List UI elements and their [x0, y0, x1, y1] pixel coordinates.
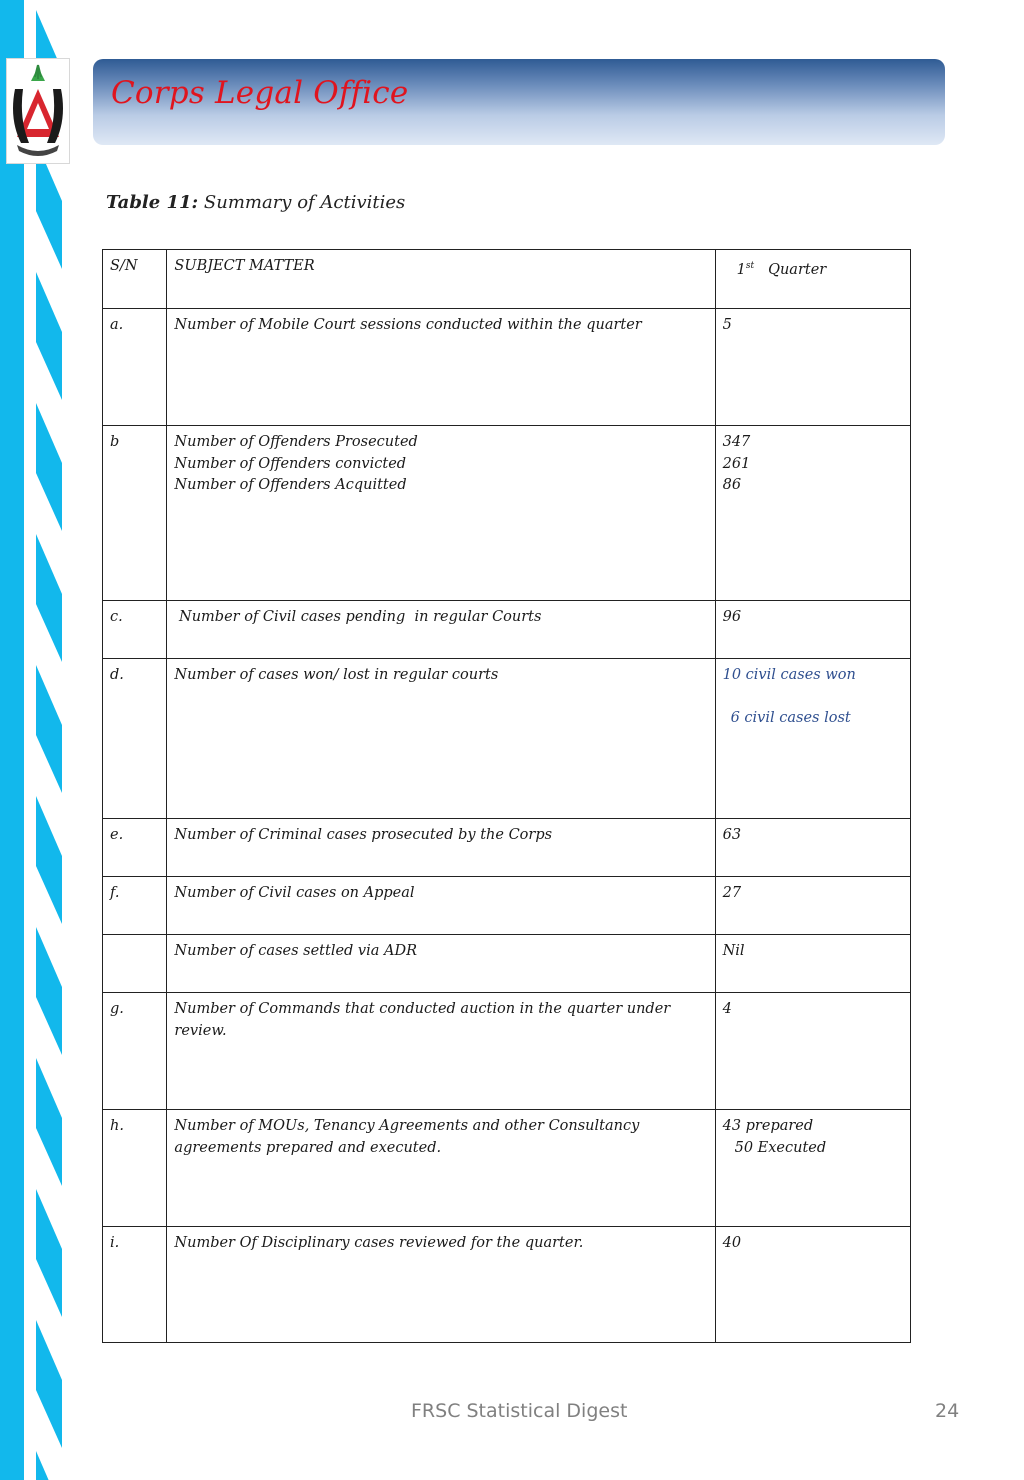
row-sn: h.	[103, 1110, 167, 1227]
table-caption-lead: Table 11:	[106, 192, 199, 213]
table-row	[103, 993, 911, 1110]
row-value	[715, 1110, 910, 1227]
row-subject: Number of Civil cases on Appeal	[167, 877, 715, 935]
row-subject-line: Number of Offenders Prosecuted	[174, 434, 418, 450]
frsc-logo	[6, 58, 70, 164]
row-sn: d.	[103, 659, 167, 819]
row-value: 40	[715, 1227, 910, 1343]
row-subject: Number of Commands that conducted auction in the quarter under review.	[167, 993, 715, 1110]
row-subject: Number of MOUs, Tenancy Agreements and other Consultancy agreements prepared and executed.	[167, 1110, 715, 1227]
row-value: 96	[715, 601, 910, 659]
row-subject-line: Number of Offenders Acquitted	[174, 477, 407, 493]
stripe-chevron	[36, 665, 62, 793]
header-quarter-sup: st	[745, 261, 755, 271]
stripe-chevron	[36, 1451, 62, 1480]
row-subject-line: Number of Offenders convicted	[174, 455, 407, 472]
row-sn: g.	[103, 993, 167, 1110]
page-number: 24	[935, 1400, 960, 1422]
stripe-chevron	[36, 1320, 62, 1448]
header-subject: SUBJECT MATTER	[167, 250, 715, 309]
row-sn	[103, 935, 167, 993]
row-subject: Number of Civil cases pending in regular Courts	[167, 601, 715, 659]
row-subject: Number of cases won/ lost in regular courts	[167, 659, 715, 819]
stripe-chevron	[36, 796, 62, 924]
table-row	[103, 819, 911, 877]
row-value-line: 43 prepared	[722, 1118, 814, 1134]
row-value-line: 50 Executed	[734, 1139, 827, 1156]
header-quarter-num: 1	[736, 262, 746, 278]
row-value: 5	[715, 309, 910, 426]
table-row	[103, 309, 911, 426]
row-value	[715, 659, 910, 819]
stripe-chevron	[36, 403, 62, 531]
row-sn: b	[103, 426, 167, 601]
table-row	[103, 935, 911, 993]
row-value: 4	[715, 993, 910, 1110]
summary-table	[102, 249, 911, 1343]
table-row	[103, 601, 911, 659]
stripe-chevron	[36, 534, 62, 662]
row-sn: f.	[103, 877, 167, 935]
row-sn: e.	[103, 819, 167, 877]
row-subject: Number of Criminal cases prosecuted by the Corps	[167, 819, 715, 877]
table-row	[103, 659, 911, 819]
row-subject	[167, 426, 715, 601]
footer-text: FRSC Statistical Digest	[411, 1400, 628, 1422]
table-header-row	[103, 250, 911, 309]
table-row	[103, 426, 911, 601]
stripe-chevron	[36, 272, 62, 400]
row-value	[715, 426, 910, 601]
table-row	[103, 877, 911, 935]
stripe-chevron	[36, 927, 62, 1055]
section-title: Corps Legal Office	[111, 75, 409, 111]
row-value: Nil	[715, 935, 910, 993]
table-row	[103, 1227, 911, 1343]
section-header-bar	[93, 59, 945, 145]
stripe-chevron	[36, 1189, 62, 1317]
header-quarter-label: Quarter	[768, 262, 827, 278]
row-subject: Number of Mobile Court sessions conducted within the quarter	[167, 309, 715, 426]
table-caption	[106, 192, 405, 213]
row-subject: Number Of Disciplinary cases reviewed for the quarter.	[167, 1227, 715, 1343]
row-value-line: 6 civil cases lost	[730, 709, 851, 726]
row-sn: a.	[103, 309, 167, 426]
header-sn: S/N	[103, 250, 167, 309]
row-value: 27	[715, 877, 910, 935]
row-value-line: 86	[722, 477, 742, 493]
table-caption-text: Summary of Activities	[203, 192, 406, 213]
row-value: 63	[715, 819, 910, 877]
row-value-line: 347	[722, 434, 751, 450]
row-value-line: 10 civil cases won	[722, 667, 856, 683]
row-value-line: 261	[722, 455, 751, 472]
stripe-chevron	[36, 1058, 62, 1186]
row-subject: Number of cases settled via ADR	[167, 935, 715, 993]
left-stripe-band	[0, 0, 62, 1480]
row-sn: i.	[103, 1227, 167, 1343]
table-row	[103, 1110, 911, 1227]
row-sn: c.	[103, 601, 167, 659]
header-quarter	[715, 250, 910, 309]
logo-emblem-icon	[7, 59, 69, 163]
